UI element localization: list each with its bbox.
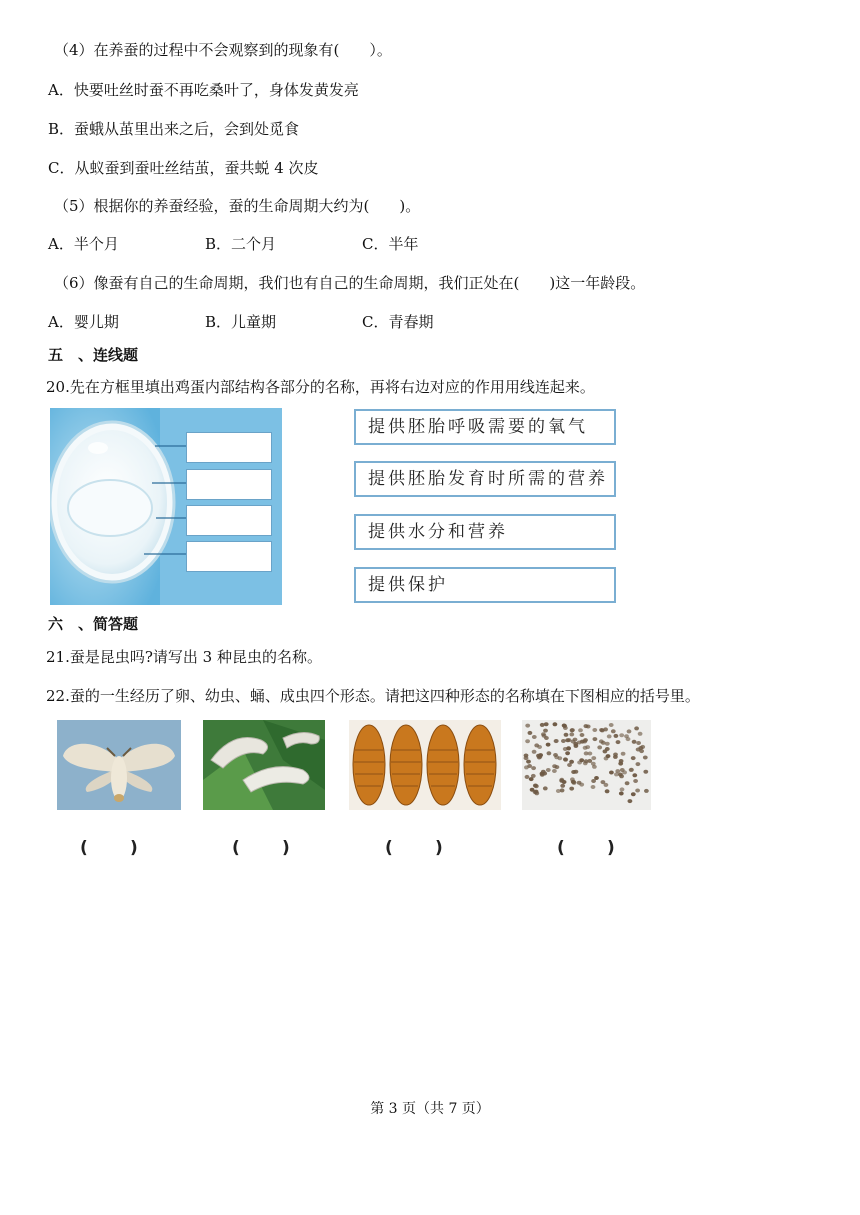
- silkworm-eggs-photo: [522, 720, 651, 810]
- section5-heading: 五 、连线题: [48, 346, 139, 364]
- answer-box-4[interactable]: [186, 541, 272, 572]
- paren-close: ): [130, 838, 138, 858]
- q5-option-c: C．半年: [362, 235, 419, 253]
- q6-stem: （6）像蚕有自己的生命周期，我们也有自己的生命周期，我们正处在( )这一年龄段。: [54, 274, 646, 292]
- q4-option-c: C．从蚁蚕到蚕吐丝结茧，蚕共蜕 4 次皮: [48, 159, 319, 177]
- silk-moth-photo: [57, 720, 181, 810]
- section6-heading: 六 、简答题: [48, 615, 139, 633]
- q4-option-b: B．蚕蛾从茧里出来之后，会到处觅食: [48, 120, 300, 138]
- paren-open: (: [385, 838, 393, 858]
- paren-close: ): [607, 838, 615, 858]
- q6-option-a: A．婴儿期: [48, 313, 119, 331]
- q21-text: 21.蚕是昆虫吗?请写出 3 种昆虫的名称。: [46, 648, 322, 666]
- answer-box-2[interactable]: [186, 469, 272, 500]
- q5-option-a: A．半个月: [48, 235, 119, 253]
- q4-stem: （4）在养蚕的过程中不会观察到的现象有( ）。: [54, 41, 392, 59]
- function-box-protection[interactable]: 提供保护: [354, 567, 616, 603]
- blank-moth[interactable]: [80, 838, 180, 858]
- blank-larva[interactable]: [232, 838, 332, 858]
- paren-open: (: [557, 838, 565, 858]
- paren-close: ): [282, 838, 290, 858]
- silkworm-larva-photo: [203, 720, 325, 810]
- q20-text: 20.先在方框里填出鸡蛋内部结构各部分的名称，再将右边对应的作用用线连起来。: [46, 378, 595, 396]
- q22-text: 22.蚕的一生经历了卵、幼虫、蛹、成虫四个形态。请把这四种形态的名称填在下图相应的括号里。: [46, 687, 700, 705]
- answer-box-3[interactable]: [186, 505, 272, 536]
- paren-open: (: [80, 838, 88, 858]
- q6-option-c: C．青春期: [362, 313, 434, 331]
- q6-options: [48, 312, 433, 332]
- q4-option-a: A．快要吐丝时蚕不再吃桑叶了，身体发黄发亮: [48, 81, 359, 99]
- q6-option-b: B．儿童期: [205, 313, 277, 331]
- answer-box-1[interactable]: [186, 432, 272, 463]
- q5-stem: （5）根据你的养蚕经验，蚕的生命周期大约为( )。: [54, 197, 421, 215]
- page-footer: 第 3 页（共 7 页）: [370, 1101, 490, 1117]
- q5-options: [48, 234, 418, 254]
- q5-option-b: B．二个月: [205, 235, 277, 253]
- paren-close: ): [435, 838, 443, 858]
- function-box-water[interactable]: 提供水分和营养: [354, 514, 616, 550]
- blank-pupa[interactable]: [385, 838, 485, 858]
- blank-eggs[interactable]: [557, 838, 657, 858]
- paren-open: (: [232, 838, 240, 858]
- function-box-nutrition[interactable]: 提供胚胎发育时所需的营养: [354, 461, 616, 497]
- function-box-oxygen[interactable]: 提供胚胎呼吸需要的氧气: [354, 409, 616, 445]
- silkworm-pupa-photo: [349, 720, 501, 810]
